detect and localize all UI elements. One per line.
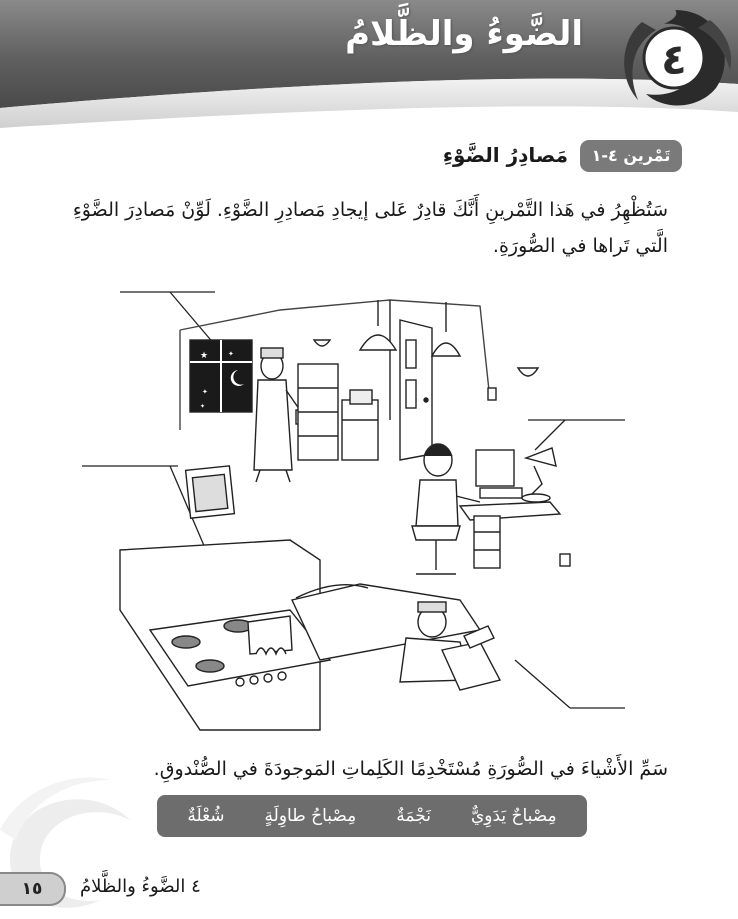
night-window xyxy=(190,340,252,412)
svg-text:✦: ✦ xyxy=(228,350,234,358)
desk xyxy=(460,450,560,568)
chapter-number-badge xyxy=(612,0,738,120)
exercise-intro-text: سَتُظْهِرُ في هَذا التَّمْرينِ أَنَّكَ قادِرٌ عَلى إيجادِ مَصادِرِ الضَّوْءِ. لَوِّنْ مَصادِرَ الضَّوْءِ الَّتي تَراها في الصُّورَةِ. xyxy=(72,199,668,257)
chapter-header xyxy=(0,0,738,130)
pointer-line-star xyxy=(170,292,215,345)
svg-text:✦: ✦ xyxy=(202,388,208,396)
room-illustration xyxy=(60,270,680,750)
kitchen-counter xyxy=(120,466,320,730)
chapter-title: الضَّوءُ والظَّلامُ xyxy=(345,14,583,54)
svg-text:✦: ✦ xyxy=(200,403,206,410)
footer-chapter-title: ٤ الضَّوءُ والظَّلامُ xyxy=(80,876,201,897)
star-icon: ★ xyxy=(200,351,209,361)
book-icon xyxy=(442,642,500,690)
keyboard-icon xyxy=(480,488,522,498)
word-bank-item: مِصْباحٌ يَدَوِيٌّ xyxy=(470,806,557,826)
bookshelf xyxy=(298,364,378,460)
flame-icon xyxy=(256,648,286,654)
wall-lamp-icon xyxy=(314,340,330,346)
word-bank-item: نَجْمَةٌ xyxy=(396,806,431,826)
page-number: ١٥ xyxy=(0,872,66,906)
word-bank-box xyxy=(157,795,587,837)
power-socket-icon xyxy=(560,554,570,566)
instruction-text: سَمِّ الأَشْياءَ في الصُّورَةِ مُسْتَخْدِمًا الكَلِماتِ المَوجودَةَ في الصُّنْدوقِ. xyxy=(153,758,668,780)
exercise-label-badge: تَمْرين ٤-١ xyxy=(580,140,682,172)
light-switch-icon xyxy=(488,388,496,400)
swirl-icon xyxy=(612,0,738,120)
pointer-line-torch xyxy=(515,660,570,708)
wall-lamp-icon xyxy=(518,368,538,376)
word-bank-item: شُعْلَةٌ xyxy=(187,806,225,826)
room-scene-drawing xyxy=(60,270,680,750)
computer-monitor-icon xyxy=(476,450,514,486)
exercise-title: مَصادِرُ الضَّوْءِ xyxy=(442,143,568,167)
door xyxy=(400,320,432,460)
word-bank-item: مِصْباحُ طاوِلَةٍ xyxy=(264,806,357,826)
chapter-number: ٤ xyxy=(661,35,687,84)
pointer-line-desk-lamp xyxy=(535,420,565,450)
